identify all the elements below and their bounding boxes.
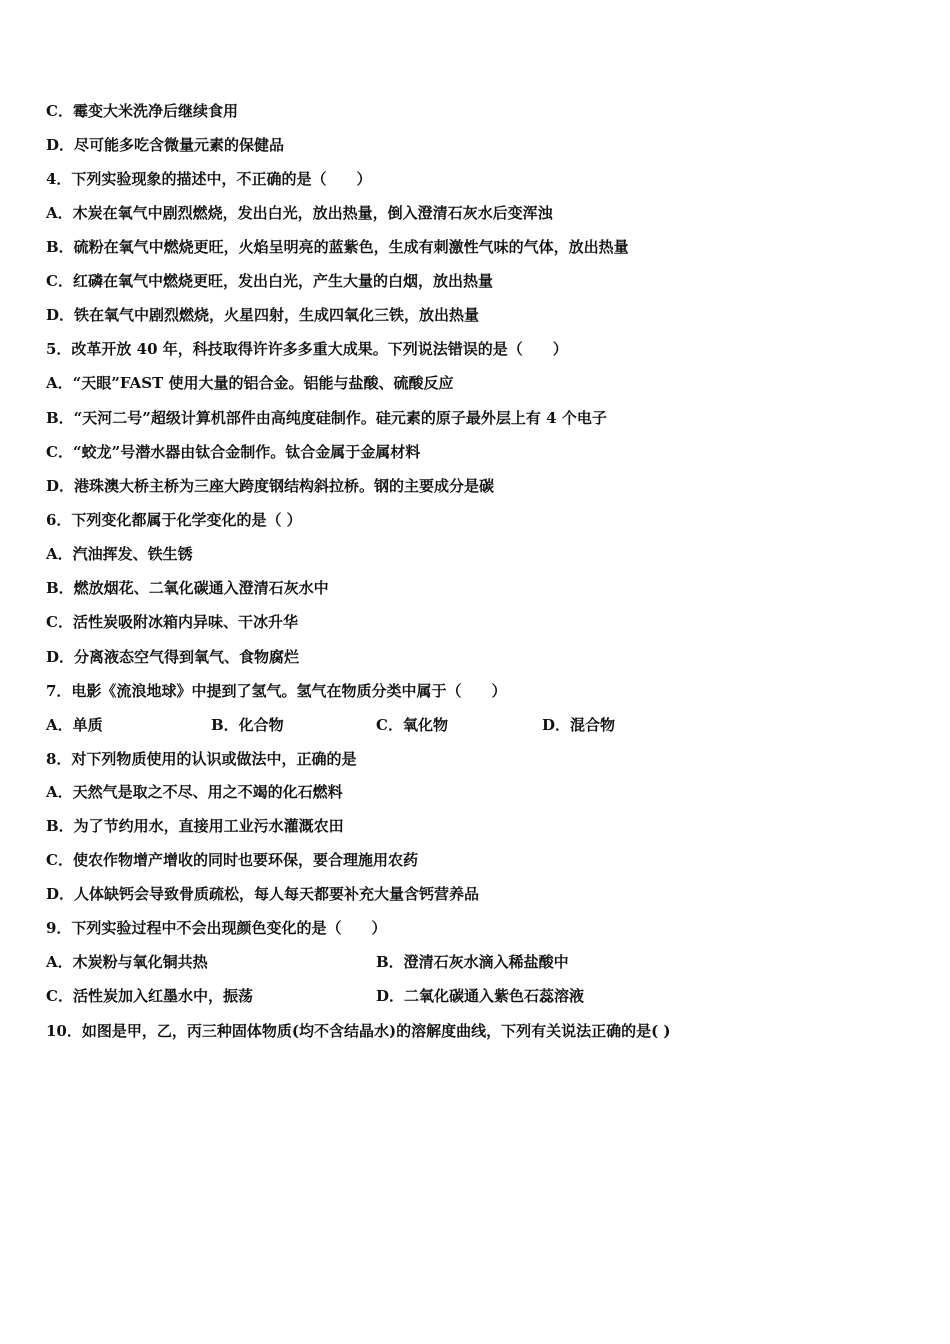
option-d-q5: D．港珠澳大桥主桥为三座大跨度钢结构斜拉桥。钢的主要成分是碳 <box>46 477 495 495</box>
option-b-q6: B．燃放烟花、二氧化碳通入澄清石灰水中 <box>46 579 329 597</box>
option-b-q9: B．澄清石灰水滴入稀盐酸中 <box>376 953 569 971</box>
question-10: 10．如图是甲，乙，丙三种固体物质(均不含结晶水)的溶解度曲线，下列有关说法正确的是( ) <box>46 1022 671 1040</box>
option-d-q8: D．人体缺钙会导致骨质疏松，每人每天都要补充大量含钙营养品 <box>46 885 480 903</box>
option-a-q4: A．木炭在氧气中剧烈燃烧，发出白光，放出热量，倒入澄清石灰水后变浑浊 <box>46 204 553 222</box>
question-7: 7．电影《流浪地球》中提到了氢气。氢气在物质分类中属于（ ） <box>46 682 507 700</box>
option-d-q7: D．混合物 <box>542 716 616 734</box>
question-6: 6．下列变化都属于化学变化的是（ ） <box>46 511 302 529</box>
option-a-q7: A．单质 <box>46 716 103 734</box>
option-c-q8: C．使农作物增产增收的同时也要环保，要合理施用农药 <box>46 851 418 869</box>
option-c-q6: C．活性炭吸附冰箱内异味、干冰升华 <box>46 613 298 631</box>
option-c-q4: C．红磷在氧气中燃烧更旺，发出白光，产生大量的白烟，放出热量 <box>46 272 493 290</box>
option-b-q8: B．为了节约用水，直接用工业污水灌溉农田 <box>46 817 344 835</box>
option-c-q5: C．“蛟龙”号潜水器由钛合金制作。钛合金属于金属材料 <box>46 443 421 461</box>
option-d-q3: D．尽可能多吃含微量元素的保健品 <box>46 136 285 154</box>
question-8: 8．对下列物质使用的认识或做法中，正确的是 <box>46 750 357 768</box>
question-9: 9．下列实验过程中不会出现颜色变化的是（ ） <box>46 919 387 937</box>
option-d-q6: D．分离液态空气得到氧气、食物腐烂 <box>46 648 300 666</box>
option-c-q9: C．活性炭加入红墨水中，振荡 <box>46 987 253 1005</box>
question-4: 4．下列实验现象的描述中，不正确的是（ ） <box>46 170 372 188</box>
option-b-q7: B．化合物 <box>211 716 284 734</box>
option-c-q7: C．氧化物 <box>376 716 448 734</box>
option-a-q6: A．汽油挥发、铁生锈 <box>46 545 193 563</box>
option-d-q4: D．铁在氧气中剧烈燃烧，火星四射，生成四氧化三铁，放出热量 <box>46 306 480 324</box>
option-d-q9: D．二氧化碳通入紫色石蕊溶液 <box>376 987 585 1005</box>
option-c-q3: C．霉变大米洗净后继续食用 <box>46 102 238 120</box>
option-a-q9: A．木炭粉与氧化铜共热 <box>46 953 208 971</box>
option-b-q4: B．硫粉在氧气中燃烧更旺，火焰呈明亮的蓝紫色，生成有刺激性气味的气体，放出热量 <box>46 238 629 256</box>
option-b-q5: B．“天河二号”超级计算机部件由高纯度硅制作。硅元素的原子最外层上有 4 个电子 <box>46 409 607 427</box>
question-5: 5．改革开放 40 年，科技取得许许多多重大成果。下列说法错误的是（ ） <box>46 340 568 358</box>
option-a-q5: A．“天眼”FAST 使用大量的铝合金。铝能与盐酸、硫酸反应 <box>46 374 454 392</box>
option-a-q8: A．天然气是取之不尽、用之不竭的化石燃料 <box>46 783 343 801</box>
